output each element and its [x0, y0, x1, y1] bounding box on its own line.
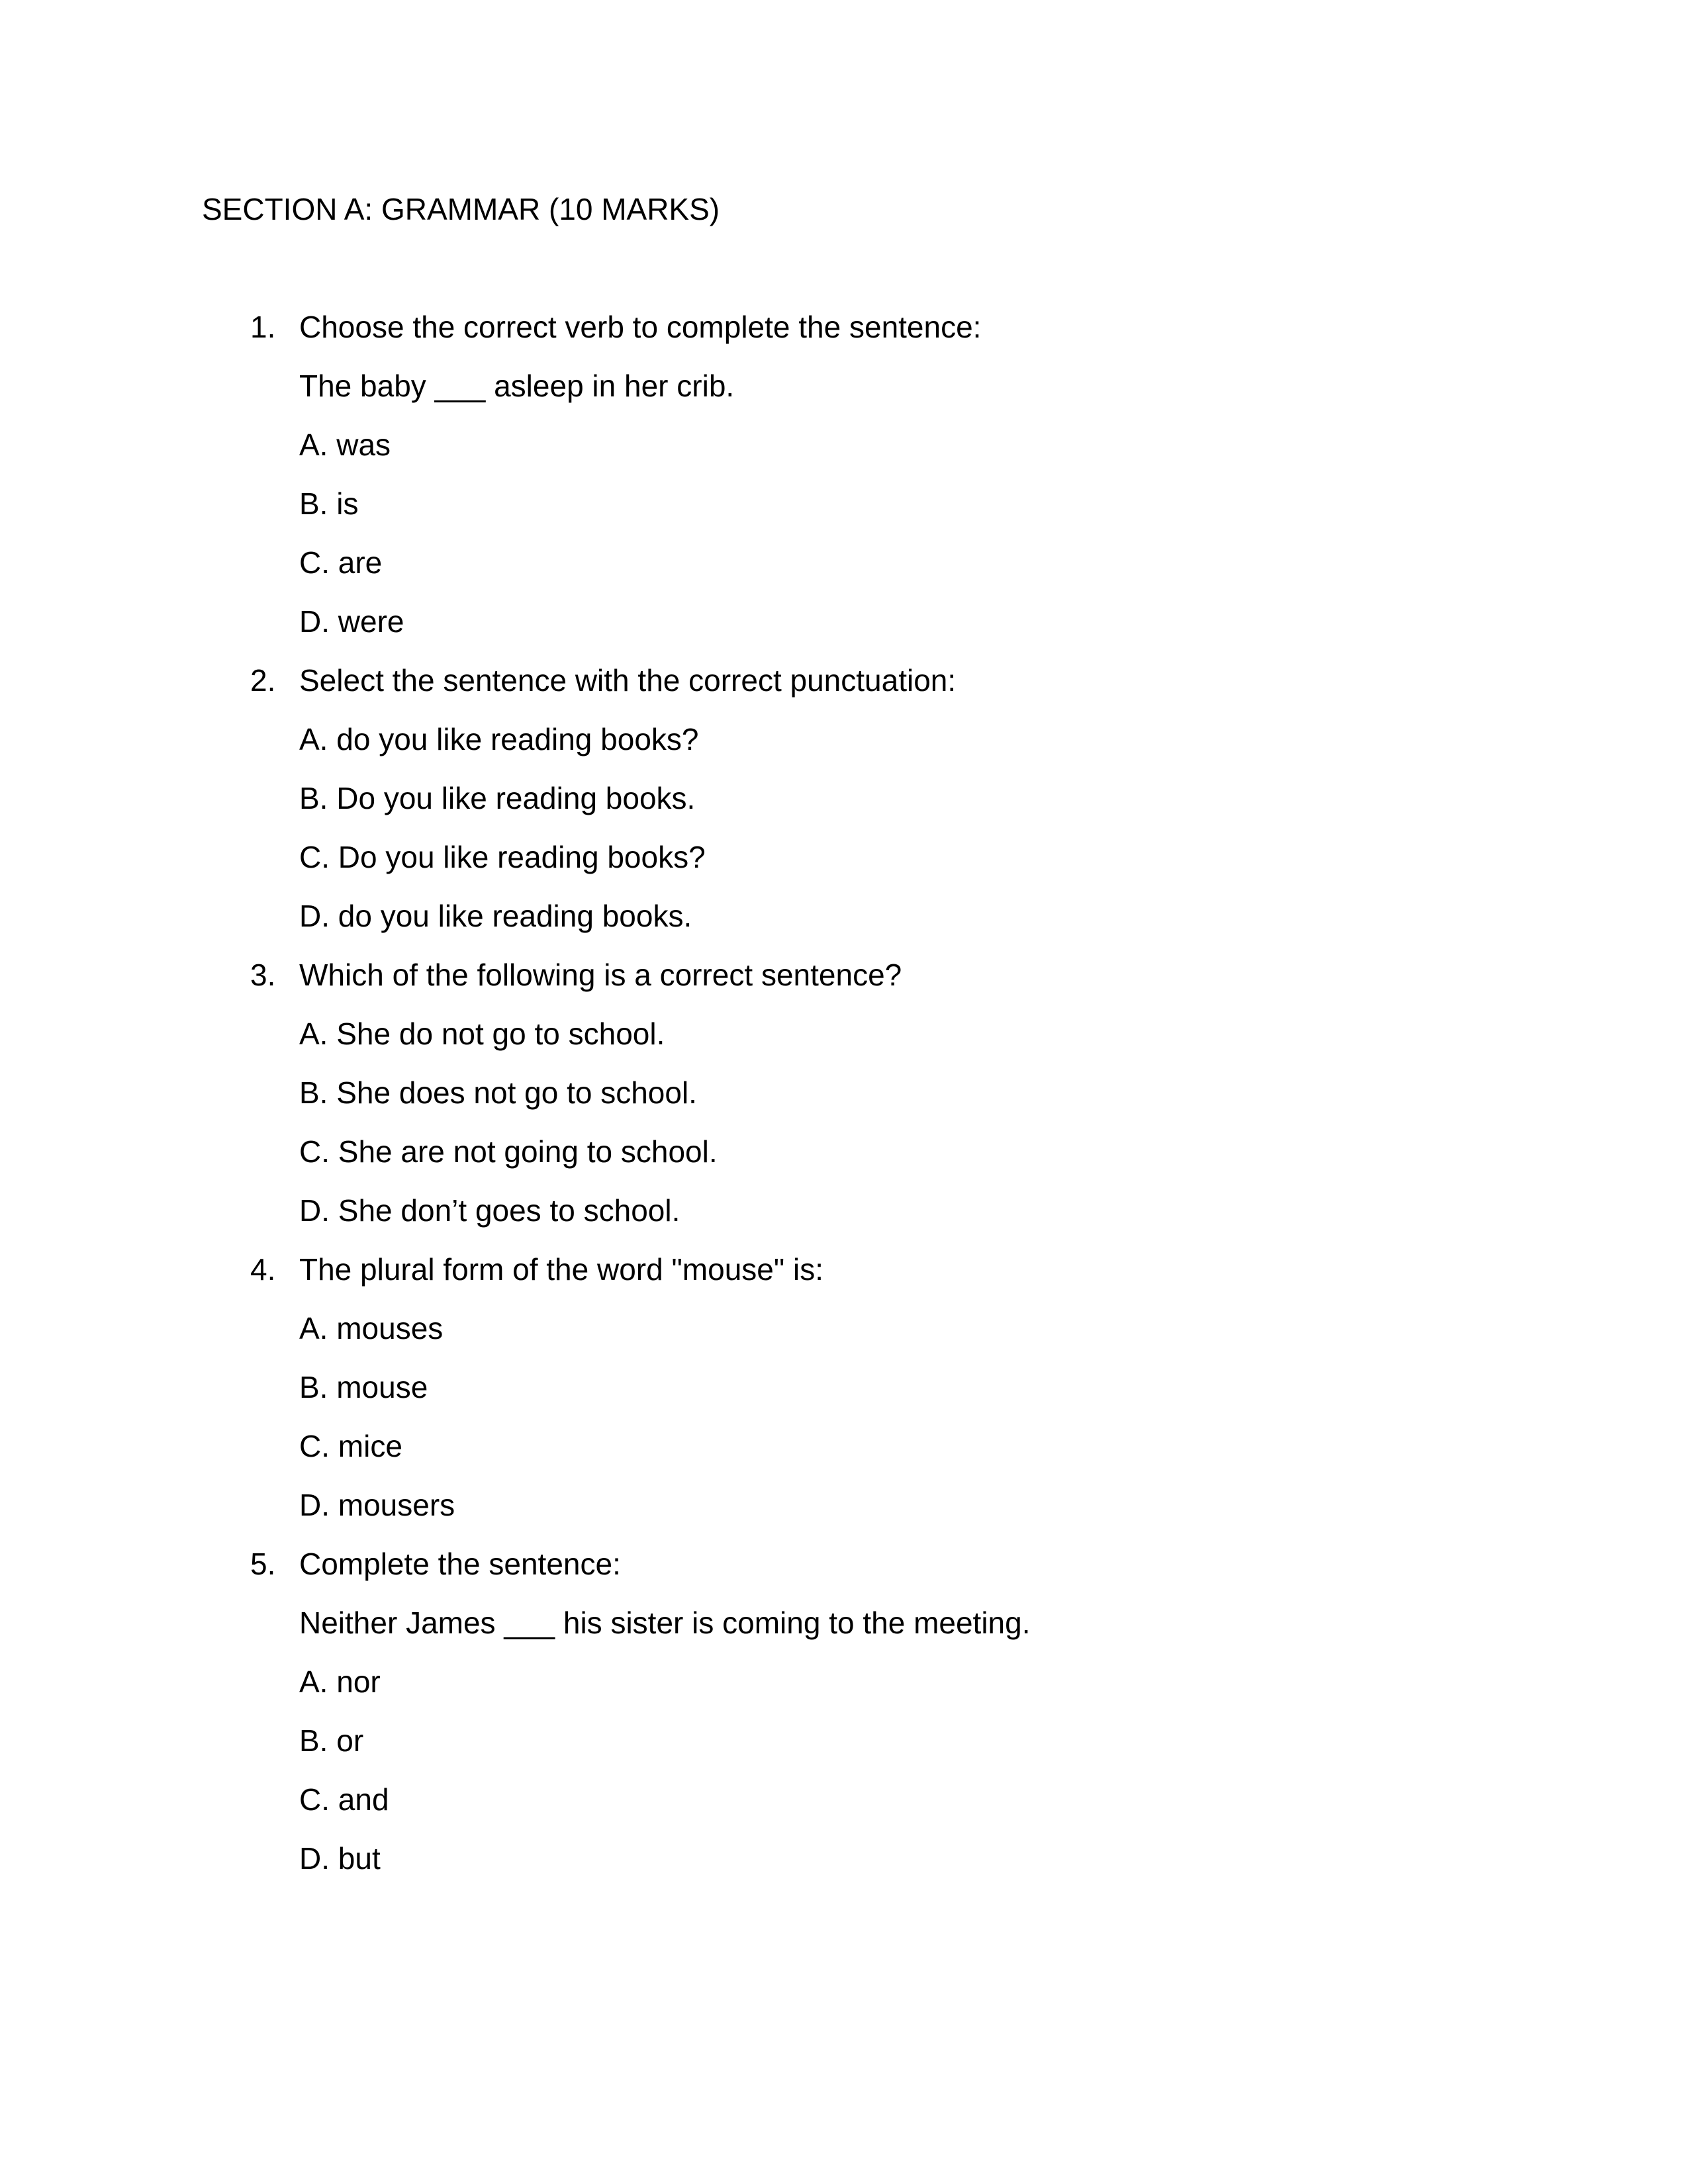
option-c[interactable]: C. mice — [299, 1429, 402, 1463]
option-b[interactable]: B. is — [299, 486, 359, 521]
document-body — [202, 180, 1493, 1888]
section-heading: SECTION A: GRAMMAR (10 MARKS) — [202, 192, 720, 226]
option-a[interactable]: A. She do not go to school. — [299, 1017, 665, 1051]
option-c[interactable]: C. She are not going to school. — [299, 1134, 718, 1169]
question-prompt: The baby ___ asleep in her crib. — [299, 369, 735, 403]
option-d[interactable]: D. She don’t goes to school. — [299, 1193, 680, 1228]
question-stem: Choose the correct verb to complete the sentence: — [299, 310, 982, 344]
option-b[interactable]: B. Do you like reading books. — [299, 781, 696, 815]
option-a[interactable]: A. mouses — [299, 1311, 444, 1345]
heading-spacer — [202, 239, 1493, 298]
question-item — [202, 298, 1493, 651]
question-stem: Which of the following is a correct sentence? — [299, 958, 902, 992]
question-number: 2. — [250, 663, 276, 698]
question-item — [202, 1535, 1493, 1888]
option-d[interactable]: D. do you like reading books. — [299, 899, 692, 933]
option-c[interactable]: C. and — [299, 1782, 389, 1817]
question-prompt: Neither James ___ his sister is coming to the meeting. — [299, 1606, 1031, 1640]
question-number: 3. — [250, 958, 276, 992]
option-d[interactable]: D. but — [299, 1841, 381, 1876]
question-stem: Complete the sentence: — [299, 1547, 621, 1581]
option-a[interactable]: A. nor — [299, 1664, 381, 1699]
question-list — [202, 298, 1493, 1888]
question-stem: Select the sentence with the correct punctuation: — [299, 663, 957, 698]
option-c[interactable]: C. are — [299, 545, 383, 580]
question-item — [202, 1240, 1493, 1535]
question-number: 4. — [250, 1252, 276, 1287]
option-list — [299, 1005, 1493, 1240]
option-a[interactable]: A. do you like reading books? — [299, 722, 699, 756]
option-b[interactable]: B. mouse — [299, 1370, 428, 1404]
option-b[interactable]: B. She does not go to school. — [299, 1075, 697, 1110]
question-stem: The plural form of the word "mouse" is: — [299, 1252, 823, 1287]
question-item — [202, 651, 1493, 946]
option-list — [299, 1653, 1493, 1888]
option-list — [299, 1299, 1493, 1535]
option-c[interactable]: C. Do you like reading books? — [299, 840, 706, 874]
question-number: 5. — [250, 1547, 276, 1581]
option-list — [299, 710, 1493, 946]
option-a[interactable]: A. was — [299, 428, 391, 462]
option-b[interactable]: B. or — [299, 1723, 364, 1758]
question-item — [202, 946, 1493, 1240]
option-d[interactable]: D. mousers — [299, 1488, 455, 1522]
option-d[interactable]: D. were — [299, 604, 404, 639]
option-list — [299, 416, 1493, 651]
question-number: 1. — [250, 310, 276, 344]
